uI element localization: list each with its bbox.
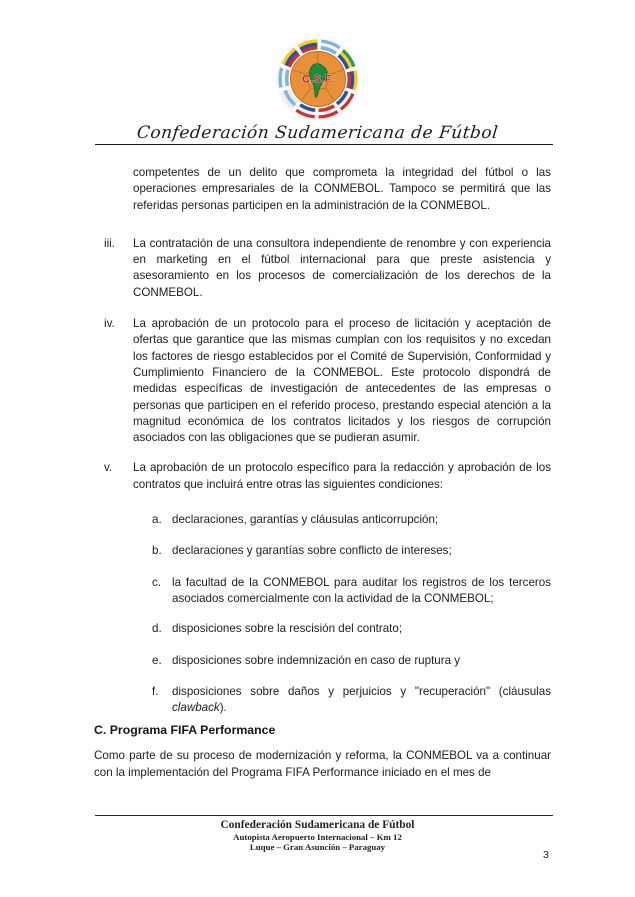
list-marker: a. [152,513,162,527]
list-item-text: La contratación de una consultora independiente de renombre y con experiencia en marketing en el fútbol internacional para que preste asistencia y asesoramiento en los procesos de comercialización de los derechos de la CONMEBOL. [133,236,551,299]
list-item-text: declaraciones y garantías sobre conflicto de intereses; [172,544,452,558]
list-marker: iii. [104,236,115,250]
list-item-text: La aprobación de un protocolo específico para la redacción y aprobación de los contratos que incluirá entre otras las siguientes condiciones: [133,461,551,491]
footer-divider [95,815,553,816]
page-number: 3 [543,849,549,861]
list-marker: e. [152,653,162,667]
list-item-roman-iii [94,236,551,301]
section-heading: C. Programa FIFA Performance [94,723,276,738]
page-footer [0,819,635,853]
list-item-letter-d [94,621,551,637]
list-item-text [172,684,551,717]
list-marker: b. [152,544,162,558]
list-item-letter-b [94,543,551,559]
list-item-text: disposiciones sobre indemnización en caso de ruptura y [172,653,461,667]
conmebol-crest-icon [274,36,362,122]
list-item-roman-iv [94,316,551,446]
list-item-text-after: ). [219,701,227,715]
list-marker: f. [152,684,159,698]
list-item-text: La aprobación de un protocolo para el proceso de licitación y aceptación de ofertas que garantice que las mismas cumplan con los requisitos y no excedan los factores de riesgo establecidos por el Comité de Supervisión, Conformidad y Cumplimiento Financiero de la CONMEBOL. Este protocolo dispondrá de medidas específicas de investigación de antecedentes de las empresas o personas que participen en el referido proceso, prestando especial atención a la magnitud económica de los contratos licitados y los riesgos de corrupción asociados con las obligaciones que se pudieran asumir. [133,317,551,445]
footer-address-line2: Luque – Gran Asunción – Paraguay [249,842,386,853]
document-body [94,165,551,781]
list-marker: d. [152,622,162,636]
paragraph-continuation: competentes de un delito que comprometa la integridad del fútbol o las operaciones empresariales de la CONMEBOL. Tampoco se permitirá que las referidas personas participen en la administración de la CONMEBOL. [133,166,551,212]
list-item-text-before: disposiciones sobre daños y perjuicios y "recuperación" (cláusulas [172,684,551,698]
list-marker: iv. [104,317,115,331]
list-item-text: la facultad de la CONMEBOL para auditar los registros de los terceros asociados comercialmente con la actividad de la CONMEBOL; [172,575,551,605]
list-item-letter-f [94,684,551,717]
list-item-text-italic: clawback [172,701,220,715]
logo-csf-text: C.S.F. [301,73,334,86]
list-item-letter-a [94,512,551,528]
list-item-text: declaraciones, garantías y cláusulas anticorrupción; [172,513,439,527]
header-divider [95,144,553,145]
list-marker: c. [152,575,162,589]
list-item-roman-v [94,460,551,493]
list-marker: v. [104,461,113,475]
footer-address-line1: Autopista Aeropuerto Internacional – Km 12 [233,832,402,842]
list-item-text: disposiciones sobre la rescisión del contrato; [172,622,403,636]
footer-org-name: Confederación Sudamericana de Fútbol [220,819,415,831]
list-item-letter-c [94,575,551,608]
paragraph-closing: Como parte de su proceso de modernización y reforma, la CONMEBOL va a continuar con la implementación del Programa FIFA Performance iniciado en el mes de [94,749,551,779]
list-item-letter-e [94,653,551,669]
org-script-title: Confederación Sudamericana de Fútbol [135,123,500,143]
page-header [0,36,635,143]
